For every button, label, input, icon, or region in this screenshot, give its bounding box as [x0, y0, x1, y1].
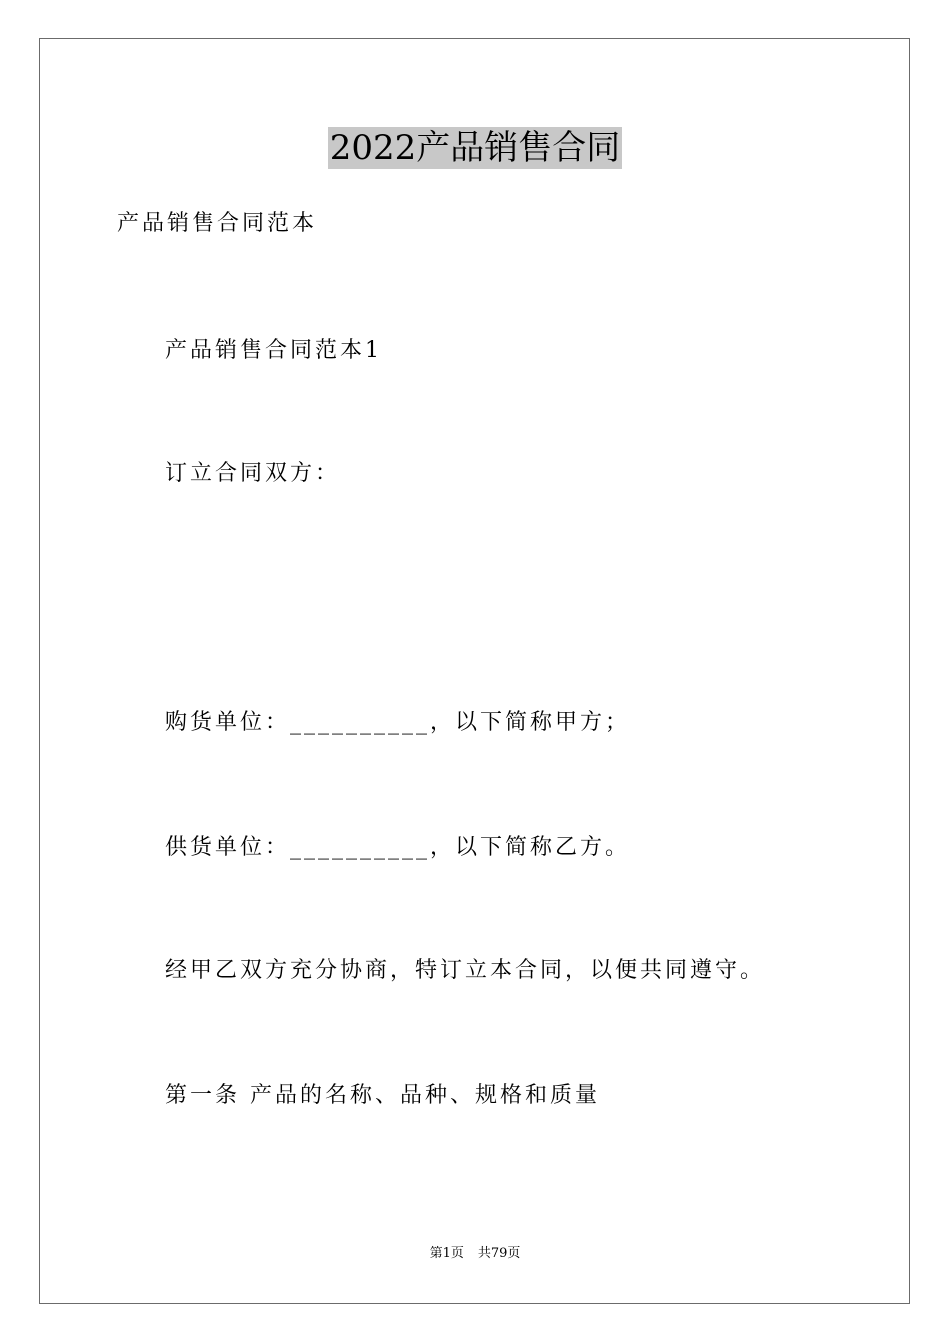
document-subtitle: 产品销售合同范本 — [117, 211, 318, 236]
page-total: 共79页 — [477, 1246, 521, 1261]
document-title: 2022产品销售合同 — [329, 128, 621, 168]
paragraph-parties-intro: 订立合同双方： — [165, 461, 341, 486]
page-number: 第1页 — [429, 1246, 464, 1261]
title-container — [0, 127, 950, 169]
paragraph-section-heading: 产品销售合同范本1 — [165, 338, 382, 363]
paragraph-article-one: 第一条 产品的名称、品种、规格和质量 — [165, 1083, 600, 1108]
page-footer — [0, 1245, 950, 1263]
paragraph-buyer: 购货单位：__________，以下简称甲方； — [165, 710, 631, 735]
paragraph-agreement: 经甲乙双方充分协商，特订立本合同，以便共同遵守。 — [165, 958, 766, 983]
paragraph-supplier: 供货单位：__________，以下简称乙方。 — [165, 835, 631, 860]
